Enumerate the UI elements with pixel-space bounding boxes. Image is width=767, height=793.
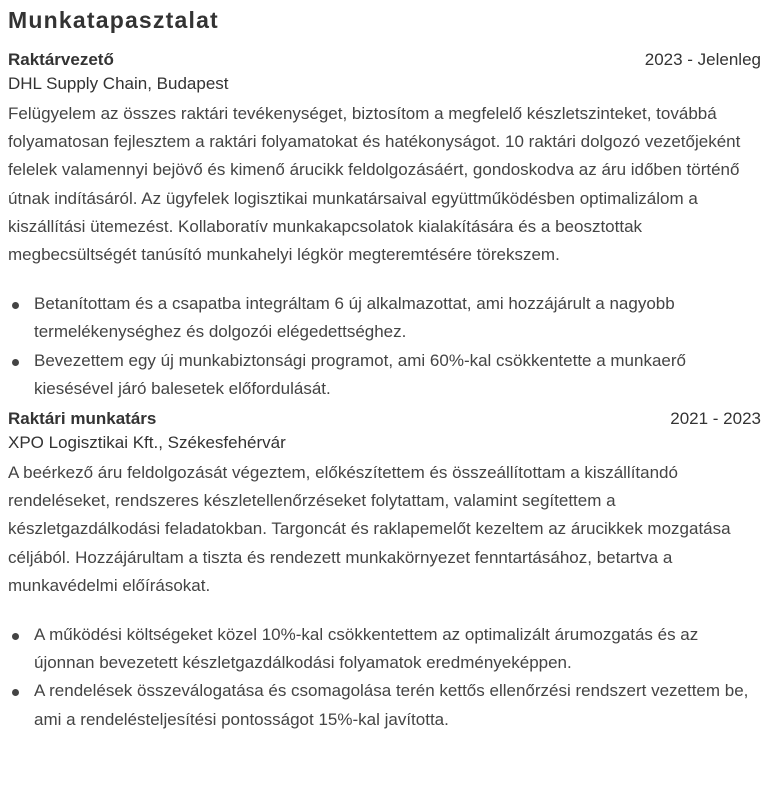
bullet-dot-icon xyxy=(12,302,19,309)
achievement-text: Betanítottam és a csapatba integráltam 6 új alkalmazottat, ami hozzájárult a nagyobb termelékenységhez és dolgozói elégedettséghez. xyxy=(34,294,675,342)
job-company: DHL Supply Chain, Budapest xyxy=(8,74,229,93)
achievement-text: Bevezettem egy új munkabiztonsági programot, ami 60%-kal csökkentette a munkaerő kiesésével járó balesetek előfordulását. xyxy=(34,350,686,398)
job-title: Raktárvezető xyxy=(8,50,114,69)
job-entry xyxy=(8,50,759,403)
job-entry xyxy=(8,409,759,734)
job-header xyxy=(8,409,759,432)
achievement-item xyxy=(8,290,759,346)
bullet-dot-icon xyxy=(12,633,19,640)
achievement-item xyxy=(8,621,759,677)
job-description: A beérkező áru feldolgozását végeztem, előkészítettem és összeállítottam a kiszállítandó rendeléseket, rendszeres készletellenőrzéseket folytattam, valamint segítettem a készletgazdálkodási feladatokban. Targoncát és raklapemelőt kezeltem az árucikkek mozgatása céljából. Hozzájárultam a tiszta és rendezett munkakörnyezet fenntartásához, betartva a munkavédelmi előírásokat. xyxy=(8,463,731,595)
achievement-item xyxy=(8,347,759,403)
achievement-list xyxy=(8,290,759,403)
job-dates: 2023 - Jelenleg xyxy=(644,50,761,69)
achievement-item xyxy=(8,677,759,733)
job-dates: 2021 - 2023 xyxy=(670,409,761,429)
achievement-text: A rendelések összeválogatása és csomagolása terén kettős ellenőrzési rendszert vezettem be, ami a rendelésteljesítési pontosságot 15%-kal javította. xyxy=(34,681,749,729)
achievement-list xyxy=(8,621,759,734)
job-title: Raktári munkatárs xyxy=(8,409,157,429)
job-company: XPO Logisztikai Kft., Székesfehérvár xyxy=(8,433,286,453)
job-description: Felügyelem az összes raktári tevékenységet, biztosítom a megfelelő készletszinteket, továbbá folyamatosan fejlesztem a raktári folyamatokat és hatékonyságot. 10 raktári dolgozó vezetőjeként felelek valamennyi bejövő és kimenő árucikk feldolgozásáért, gondoskodva az áru időben történő útnak indításáról. Az ügyfelek logisztikai munkatársaival együttműködésben optimalizálom a kiszállítási ütemezést. Kollaboratív munkakapcsolatok kialakítására és a beosztottak megbecsültségét tanúsító munkahelyi légkör megteremtésére törekszem. xyxy=(8,104,741,265)
section-title: Munkatapasztalat xyxy=(8,7,219,33)
achievement-text: A működési költségeket közel 10%-kal csökkentettem az optimalizált árumozgatás és az újonnan bevezetett készletgazdálkodási folyamatok eredményeképpen. xyxy=(34,625,699,673)
bullet-dot-icon xyxy=(12,689,19,696)
bullet-dot-icon xyxy=(12,359,19,366)
job-header xyxy=(8,50,759,73)
